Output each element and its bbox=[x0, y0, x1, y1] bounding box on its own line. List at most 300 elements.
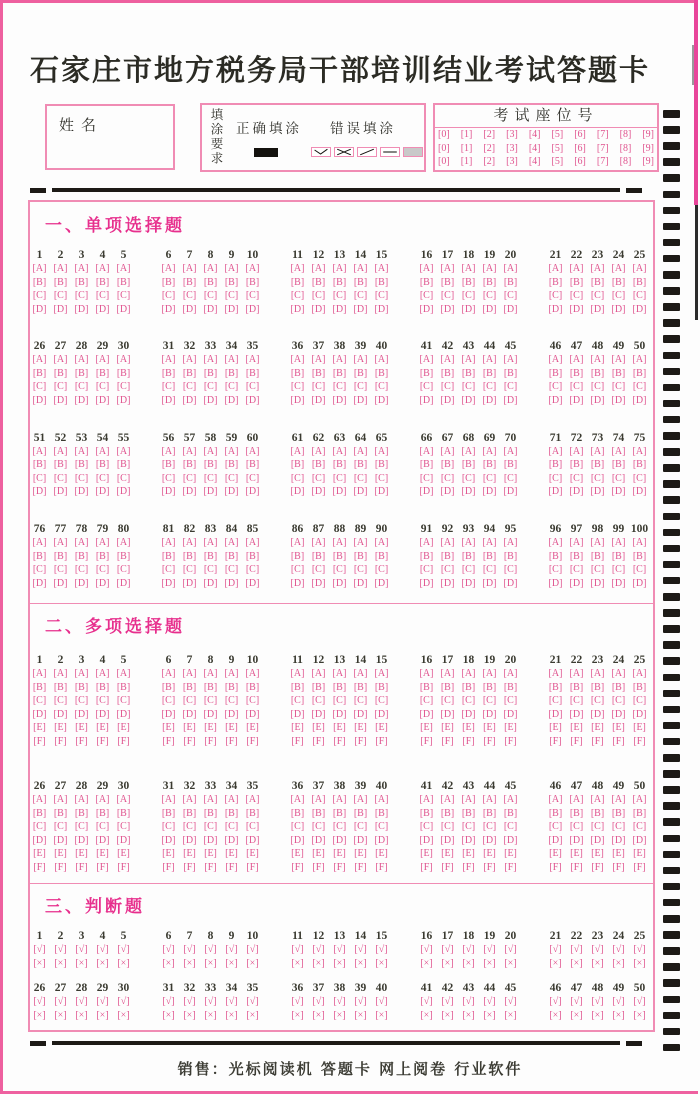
question-column-s2-37 bbox=[308, 779, 329, 874]
option-bubble-s1-16-D: [D] bbox=[419, 303, 434, 315]
question-column-s1-80 bbox=[113, 522, 134, 590]
option-bubble-s1-95-B: [B] bbox=[503, 550, 518, 562]
option-bubble-s1-33-B: [B] bbox=[203, 367, 218, 379]
option-bubble-s2-32-F: [F] bbox=[183, 861, 196, 873]
option-bubble-s1-86-B: [B] bbox=[290, 550, 305, 562]
option-bubble-s1-22-A: [A] bbox=[569, 263, 584, 274]
question-number: 9 bbox=[228, 654, 235, 666]
question-number: 12 bbox=[312, 930, 325, 942]
question-number: 25 bbox=[633, 930, 646, 942]
option-bubble-s2-11-D: [D] bbox=[290, 708, 305, 720]
option-bubble-s1-84-C: [C] bbox=[224, 564, 239, 576]
option-bubble-s3-30-√: [√] bbox=[117, 996, 130, 1007]
option-bubble-s2-26-A: [A] bbox=[32, 794, 47, 805]
option-bubble-s3-7-×: [×] bbox=[183, 957, 196, 969]
option-bubble-s1-40-D: [D] bbox=[374, 394, 389, 406]
question-column-s2-15 bbox=[371, 653, 392, 748]
section-3-header: 三、判断题 bbox=[45, 897, 145, 917]
question-column-s3-41 bbox=[416, 981, 437, 1022]
timing-mark bbox=[663, 722, 680, 730]
footer-sales-text: 销售：光标阅读机 答题卡 网上阅卷 行业软件 bbox=[177, 1060, 523, 1078]
option-bubble-s2-13-E: [E] bbox=[333, 722, 346, 733]
seat-digit-bubble-3: [3] bbox=[506, 129, 518, 140]
option-bubble-s1-1-B: [B] bbox=[32, 276, 47, 288]
seat-digit-bubble-0: [0] bbox=[438, 142, 450, 154]
option-bubble-s3-32-√: [√] bbox=[183, 996, 196, 1007]
option-bubble-s2-46-A: [A] bbox=[548, 794, 563, 805]
seat-digit-bubble-2: [2] bbox=[483, 156, 496, 168]
option-bubble-s3-24-×: [×] bbox=[612, 957, 625, 969]
option-bubble-s2-40-F: [F] bbox=[375, 861, 388, 873]
question-number: 50 bbox=[633, 780, 646, 792]
option-bubble-s1-23-A: [A] bbox=[590, 263, 605, 274]
question-number: 34 bbox=[225, 340, 238, 353]
question-number: 23 bbox=[591, 654, 604, 666]
question-number: 27 bbox=[54, 780, 67, 792]
option-bubble-s2-44-E: [E] bbox=[483, 848, 496, 859]
option-bubble-s3-1-√: [√] bbox=[33, 944, 46, 955]
option-bubble-s2-31-F: [F] bbox=[162, 861, 175, 873]
option-bubble-s2-15-C: [C] bbox=[374, 695, 389, 706]
question-column-s2-49 bbox=[608, 779, 629, 874]
option-bubble-s2-3-B: [B] bbox=[74, 681, 89, 693]
option-bubble-s1-21-C: [C] bbox=[548, 290, 563, 301]
option-bubble-s2-39-B: [B] bbox=[353, 807, 368, 819]
question-number: 6 bbox=[165, 249, 172, 261]
option-bubble-s1-70-D: [D] bbox=[503, 486, 518, 498]
option-bubble-s2-45-E: [E] bbox=[504, 848, 517, 859]
question-group bbox=[29, 522, 134, 590]
option-bubble-s2-47-F: [F] bbox=[570, 861, 583, 873]
question-column-s3-50 bbox=[629, 981, 650, 1022]
question-group bbox=[416, 431, 521, 499]
option-bubble-s2-15-A: [A] bbox=[374, 668, 389, 679]
option-bubble-s1-25-C: [C] bbox=[632, 290, 647, 301]
option-bubble-s2-37-D: [D] bbox=[311, 834, 326, 846]
option-bubble-s2-2-F: [F] bbox=[54, 735, 67, 747]
question-column-s2-23 bbox=[587, 653, 608, 748]
question-number: 70 bbox=[504, 431, 517, 444]
option-bubble-s2-7-A: [A] bbox=[182, 668, 197, 679]
bottom-separator bbox=[30, 1040, 642, 1046]
right-edge-black-line bbox=[695, 205, 698, 320]
question-number: 45 bbox=[504, 982, 517, 994]
timing-mark bbox=[663, 464, 680, 472]
option-bubble-s1-7-D: [D] bbox=[182, 303, 197, 315]
option-bubble-s2-46-E: [E] bbox=[549, 848, 562, 859]
seat-digit-bubble-7: [7] bbox=[596, 156, 609, 168]
option-bubble-s1-57-B: [B] bbox=[182, 459, 197, 471]
option-bubble-s1-90-B: [B] bbox=[374, 550, 389, 562]
option-bubble-s2-5-A: [A] bbox=[116, 668, 131, 679]
option-bubble-s1-37-A: [A] bbox=[311, 354, 326, 366]
question-number: 43 bbox=[462, 780, 475, 792]
option-bubble-s2-16-E: [E] bbox=[420, 722, 433, 733]
option-bubble-s1-54-B: [B] bbox=[95, 459, 110, 471]
question-column-s3-23 bbox=[587, 929, 608, 970]
option-bubble-s3-24-√: [√] bbox=[612, 944, 625, 955]
question-column-s3-14 bbox=[350, 929, 371, 970]
question-column-s3-39 bbox=[350, 981, 371, 1022]
option-bubble-s2-17-B: [B] bbox=[440, 681, 455, 693]
option-bubble-s1-57-D: [D] bbox=[182, 486, 197, 498]
question-group bbox=[416, 929, 521, 970]
timing-mark bbox=[663, 400, 680, 408]
option-bubble-s1-81-C: [C] bbox=[161, 564, 176, 576]
question-column-s1-26 bbox=[29, 339, 50, 407]
option-bubble-s1-21-B: [B] bbox=[548, 276, 563, 288]
option-bubble-s1-78-C: [C] bbox=[74, 564, 89, 576]
option-bubble-s1-17-B: [B] bbox=[440, 276, 455, 288]
option-bubble-s1-72-D: [D] bbox=[569, 486, 584, 498]
question-column-s2-29 bbox=[92, 779, 113, 874]
option-bubble-s2-12-D: [D] bbox=[311, 708, 326, 720]
timing-mark bbox=[663, 979, 680, 987]
option-bubble-s2-50-A: [A] bbox=[632, 794, 647, 805]
option-bubble-s1-50-C: [C] bbox=[632, 381, 647, 393]
option-bubble-s1-48-C: [C] bbox=[590, 381, 605, 393]
question-number: 68 bbox=[462, 431, 475, 444]
option-bubble-s2-3-F: [F] bbox=[75, 735, 88, 747]
seat-grid bbox=[435, 128, 657, 169]
option-bubble-s1-54-D: [D] bbox=[95, 486, 110, 498]
option-bubble-s1-98-B: [B] bbox=[590, 550, 605, 562]
question-number: 98 bbox=[591, 523, 604, 536]
option-bubble-s1-79-C: [C] bbox=[95, 564, 110, 576]
option-bubble-s3-36-×: [×] bbox=[291, 1009, 304, 1021]
question-number: 11 bbox=[292, 930, 303, 942]
option-bubble-s1-8-C: [C] bbox=[203, 290, 218, 301]
timing-mark bbox=[663, 931, 680, 939]
option-bubble-s2-49-E: [E] bbox=[612, 848, 625, 859]
question-number: 25 bbox=[633, 654, 646, 666]
question-column-s1-91 bbox=[416, 522, 437, 590]
option-bubble-s1-50-A: [A] bbox=[632, 354, 647, 366]
option-bubble-s2-46-F: [F] bbox=[549, 861, 562, 873]
option-bubble-s2-27-A: [A] bbox=[53, 794, 68, 805]
question-column-s1-68 bbox=[458, 431, 479, 499]
option-bubble-s2-9-F: [F] bbox=[225, 735, 238, 747]
question-column-s3-1 bbox=[29, 929, 50, 970]
option-bubble-s1-26-A: [A] bbox=[32, 354, 47, 366]
option-bubble-s1-32-B: [B] bbox=[182, 367, 197, 379]
question-number: 26 bbox=[33, 780, 46, 792]
option-bubble-s1-99-C: [C] bbox=[611, 564, 626, 576]
question-number: 35 bbox=[246, 780, 259, 792]
question-number: 77 bbox=[54, 523, 67, 536]
option-bubble-s2-41-B: [B] bbox=[419, 807, 434, 819]
question-column-s3-48 bbox=[587, 981, 608, 1022]
question-column-s1-79 bbox=[92, 522, 113, 590]
question-column-s1-96 bbox=[545, 522, 566, 590]
option-bubble-s1-72-A: [A] bbox=[569, 445, 584, 457]
timing-mark bbox=[663, 1012, 680, 1020]
option-bubble-s1-88-B: [B] bbox=[332, 550, 347, 562]
option-bubble-s1-35-C: [C] bbox=[245, 381, 260, 393]
option-bubble-s1-42-B: [B] bbox=[440, 367, 455, 379]
option-bubble-s2-15-B: [B] bbox=[374, 681, 389, 693]
option-bubble-s1-11-C: [C] bbox=[290, 290, 305, 301]
option-bubble-s3-28-√: [√] bbox=[75, 996, 88, 1007]
seat-digit-bubble-2: [2] bbox=[483, 129, 496, 140]
question-column-s1-75 bbox=[629, 431, 650, 499]
option-bubble-s1-41-D: [D] bbox=[419, 394, 434, 406]
option-bubble-s1-39-B: [B] bbox=[353, 367, 368, 379]
option-bubble-s3-2-×: [×] bbox=[54, 957, 67, 969]
question-column-s2-46 bbox=[545, 779, 566, 874]
option-bubble-s3-22-√: [√] bbox=[570, 944, 583, 955]
question-column-s1-38 bbox=[329, 339, 350, 407]
option-bubble-s1-71-A: [A] bbox=[548, 445, 563, 457]
option-bubble-s2-2-E: [E] bbox=[54, 722, 67, 733]
option-bubble-s2-2-C: [C] bbox=[53, 695, 68, 706]
option-bubble-s1-51-D: [D] bbox=[32, 486, 47, 498]
option-bubble-s2-45-D: [D] bbox=[503, 834, 518, 846]
timing-mark bbox=[663, 915, 680, 923]
option-bubble-s1-54-A: [A] bbox=[95, 445, 110, 457]
option-bubble-s1-25-B: [B] bbox=[632, 276, 647, 288]
option-bubble-s2-19-C: [C] bbox=[482, 695, 497, 706]
option-bubble-s1-98-C: [C] bbox=[590, 564, 605, 576]
option-bubble-s1-23-D: [D] bbox=[590, 303, 605, 315]
question-column-s2-50 bbox=[629, 779, 650, 874]
option-bubble-s2-24-C: [C] bbox=[611, 695, 626, 706]
option-bubble-s1-36-D: [D] bbox=[290, 394, 305, 406]
option-bubble-s2-31-B: [B] bbox=[161, 807, 176, 819]
option-bubble-s2-42-B: [B] bbox=[440, 807, 455, 819]
question-group bbox=[29, 248, 134, 316]
option-bubble-s1-87-B: [B] bbox=[311, 550, 326, 562]
option-bubble-s1-27-D: [D] bbox=[53, 394, 68, 406]
timing-mark bbox=[663, 996, 680, 1004]
option-bubble-s3-49-×: [×] bbox=[612, 1009, 625, 1021]
option-bubble-s3-40-√: [√] bbox=[375, 996, 388, 1007]
option-bubble-s1-96-D: [D] bbox=[548, 577, 563, 589]
question-column-s2-33 bbox=[200, 779, 221, 874]
option-bubble-s1-41-A: [A] bbox=[419, 354, 434, 366]
question-number: 4 bbox=[99, 930, 106, 942]
option-bubble-s1-28-B: [B] bbox=[74, 367, 89, 379]
correct-fill-label: 正确填涂 bbox=[236, 121, 302, 136]
option-bubble-s2-42-E: [E] bbox=[441, 848, 454, 859]
option-bubble-s2-25-C: [C] bbox=[632, 695, 647, 706]
option-bubble-s2-41-E: [E] bbox=[420, 848, 433, 859]
option-bubble-s1-67-C: [C] bbox=[440, 472, 455, 484]
option-bubble-s3-35-√: [√] bbox=[246, 996, 259, 1007]
question-number: 38 bbox=[333, 340, 346, 353]
option-bubble-s1-44-C: [C] bbox=[482, 381, 497, 393]
option-bubble-s2-18-C: [C] bbox=[461, 695, 476, 706]
option-bubble-s3-34-×: [×] bbox=[225, 1009, 238, 1021]
option-bubble-s1-54-C: [C] bbox=[95, 472, 110, 484]
question-number: 28 bbox=[75, 780, 88, 792]
question-column-s3-29 bbox=[92, 981, 113, 1022]
option-bubble-s1-88-D: [D] bbox=[332, 577, 347, 589]
question-number: 78 bbox=[75, 523, 88, 536]
option-bubble-s3-31-√: [√] bbox=[162, 996, 175, 1007]
option-bubble-s1-89-A: [A] bbox=[353, 537, 368, 549]
option-bubble-s2-34-F: [F] bbox=[225, 861, 238, 873]
option-bubble-s2-49-F: [F] bbox=[612, 861, 625, 873]
option-bubble-s2-39-F: [F] bbox=[354, 861, 367, 873]
option-bubble-s3-31-×: [×] bbox=[162, 1009, 175, 1021]
option-bubble-s1-11-B: [B] bbox=[290, 276, 305, 288]
option-bubble-s2-18-F: [F] bbox=[462, 735, 475, 747]
question-number: 37 bbox=[312, 340, 325, 353]
option-bubble-s2-2-D: [D] bbox=[53, 708, 68, 720]
question-number: 31 bbox=[162, 982, 175, 994]
question-number: 69 bbox=[483, 431, 496, 444]
question-group bbox=[287, 981, 392, 1022]
option-bubble-s3-18-×: [×] bbox=[462, 957, 475, 969]
question-number: 16 bbox=[420, 930, 433, 942]
option-bubble-s2-1-C: [C] bbox=[32, 695, 47, 706]
option-bubble-s3-45-×: [×] bbox=[504, 1009, 517, 1021]
question-column-s2-12 bbox=[308, 653, 329, 748]
section-divider-2 bbox=[30, 883, 653, 884]
option-bubble-s1-30-D: [D] bbox=[116, 394, 131, 406]
question-number: 1 bbox=[36, 654, 43, 666]
option-bubble-s1-56-A: [A] bbox=[161, 445, 176, 457]
option-bubble-s3-16-×: [×] bbox=[420, 957, 433, 969]
question-column-s1-6 bbox=[158, 248, 179, 316]
option-bubble-s2-44-C: [C] bbox=[482, 821, 497, 832]
question-column-s1-71 bbox=[545, 431, 566, 499]
timing-mark bbox=[663, 1044, 680, 1052]
option-bubble-s1-2-B: [B] bbox=[53, 276, 68, 288]
option-bubble-s3-41-√: [√] bbox=[420, 996, 433, 1007]
seat-digit-bubble-6: [6] bbox=[574, 129, 586, 140]
timing-mark bbox=[663, 513, 680, 521]
timing-mark bbox=[663, 883, 680, 891]
timing-mark bbox=[663, 255, 680, 263]
option-bubble-s2-4-F: [F] bbox=[96, 735, 109, 747]
option-bubble-s2-13-C: [C] bbox=[332, 695, 347, 706]
question-number: 39 bbox=[354, 340, 367, 353]
question-number: 54 bbox=[96, 431, 109, 444]
option-bubble-s3-2-√: [√] bbox=[54, 944, 67, 955]
option-bubble-s1-89-B: [B] bbox=[353, 550, 368, 562]
option-bubble-s1-96-C: [C] bbox=[548, 564, 563, 576]
question-column-s1-4 bbox=[92, 248, 113, 316]
question-column-s1-1 bbox=[29, 248, 50, 316]
option-bubble-s2-6-C: [C] bbox=[161, 695, 176, 706]
question-group bbox=[158, 981, 263, 1022]
question-column-s1-2 bbox=[50, 248, 71, 316]
seat-digit-bubble-8: [8] bbox=[619, 142, 632, 154]
option-bubble-s3-19-×: [×] bbox=[483, 957, 496, 969]
option-bubble-s2-20-B: [B] bbox=[503, 681, 518, 693]
option-bubble-s1-64-D: [D] bbox=[353, 486, 368, 498]
question-number: 3 bbox=[78, 249, 85, 261]
question-group bbox=[287, 522, 392, 590]
option-bubble-s1-82-D: [D] bbox=[182, 577, 197, 589]
option-bubble-s1-36-C: [C] bbox=[290, 381, 305, 393]
option-bubble-s2-28-F: [F] bbox=[75, 861, 88, 873]
option-bubble-s2-41-C: [C] bbox=[419, 821, 434, 832]
option-bubble-s1-94-D: [D] bbox=[482, 577, 497, 589]
option-bubble-s1-69-B: [B] bbox=[482, 459, 497, 471]
option-bubble-s2-40-B: [B] bbox=[374, 807, 389, 819]
option-bubble-s1-100-A: [A] bbox=[632, 537, 647, 549]
question-row-s2-1 bbox=[29, 653, 652, 748]
question-number: 48 bbox=[591, 340, 604, 353]
separator-line bbox=[52, 1041, 620, 1045]
option-bubble-s2-25-A: [A] bbox=[632, 668, 647, 679]
option-bubble-s1-75-D: [D] bbox=[632, 486, 647, 498]
question-column-s1-99 bbox=[608, 522, 629, 590]
option-bubble-s1-14-A: [A] bbox=[353, 263, 368, 274]
option-bubble-s2-33-F: [F] bbox=[204, 861, 217, 873]
option-bubble-s1-29-D: [D] bbox=[95, 394, 110, 406]
option-bubble-s1-74-C: [C] bbox=[611, 472, 626, 484]
question-row-s1-3 bbox=[29, 431, 652, 499]
option-bubble-s1-4-B: [B] bbox=[95, 276, 110, 288]
question-column-s2-14 bbox=[350, 653, 371, 748]
option-bubble-s2-14-C: [C] bbox=[353, 695, 368, 706]
option-bubble-s1-69-D: [D] bbox=[482, 486, 497, 498]
option-bubble-s3-45-√: [√] bbox=[504, 996, 517, 1007]
option-bubble-s2-19-B: [B] bbox=[482, 681, 497, 693]
option-bubble-s1-38-B: [B] bbox=[332, 367, 347, 379]
question-column-s1-93 bbox=[458, 522, 479, 590]
question-column-s1-9 bbox=[221, 248, 242, 316]
option-bubble-s2-18-A: [A] bbox=[461, 668, 476, 679]
option-bubble-s2-44-B: [B] bbox=[482, 807, 497, 819]
question-number: 67 bbox=[441, 431, 454, 444]
question-group bbox=[287, 431, 392, 499]
question-group bbox=[158, 929, 263, 970]
option-bubble-s2-41-F: [F] bbox=[420, 861, 433, 873]
option-bubble-s2-43-C: [C] bbox=[461, 821, 476, 832]
question-number: 19 bbox=[483, 930, 496, 942]
option-bubble-s1-90-C: [C] bbox=[374, 564, 389, 576]
question-group bbox=[158, 779, 263, 874]
option-bubble-s1-82-B: [B] bbox=[182, 550, 197, 562]
question-number: 48 bbox=[591, 780, 604, 792]
option-bubble-s2-18-E: [E] bbox=[462, 722, 475, 733]
timing-mark bbox=[663, 303, 680, 311]
option-bubble-s1-94-C: [C] bbox=[482, 564, 497, 576]
question-column-s1-60 bbox=[242, 431, 263, 499]
option-bubble-s2-1-F: [F] bbox=[33, 735, 46, 747]
question-group bbox=[158, 431, 263, 499]
option-bubble-s1-66-D: [D] bbox=[419, 486, 434, 498]
option-bubble-s1-93-D: [D] bbox=[461, 577, 476, 589]
option-bubble-s1-45-D: [D] bbox=[503, 394, 518, 406]
option-bubble-s1-30-A: [A] bbox=[116, 354, 131, 366]
option-bubble-s3-21-√: [√] bbox=[549, 944, 562, 955]
option-bubble-s1-47-A: [A] bbox=[569, 354, 584, 366]
question-group bbox=[416, 248, 521, 316]
option-bubble-s1-18-C: [C] bbox=[461, 290, 476, 301]
option-bubble-s2-48-D: [D] bbox=[590, 834, 605, 846]
question-column-s1-7 bbox=[179, 248, 200, 316]
option-bubble-s1-56-D: [D] bbox=[161, 486, 176, 498]
question-group bbox=[158, 522, 263, 590]
question-number: 2 bbox=[57, 654, 64, 666]
question-column-s1-23 bbox=[587, 248, 608, 316]
option-bubble-s2-30-D: [D] bbox=[116, 834, 131, 846]
question-row-s3-2 bbox=[29, 981, 652, 1022]
timing-mark bbox=[663, 835, 680, 843]
question-column-s3-40 bbox=[371, 981, 392, 1022]
option-bubble-s3-50-√: [√] bbox=[633, 996, 646, 1007]
option-bubble-s2-24-F: [F] bbox=[612, 735, 625, 747]
option-bubble-s1-37-C: [C] bbox=[311, 381, 326, 393]
option-bubble-s2-22-D: [D] bbox=[569, 708, 584, 720]
option-bubble-s1-63-C: [C] bbox=[332, 472, 347, 484]
